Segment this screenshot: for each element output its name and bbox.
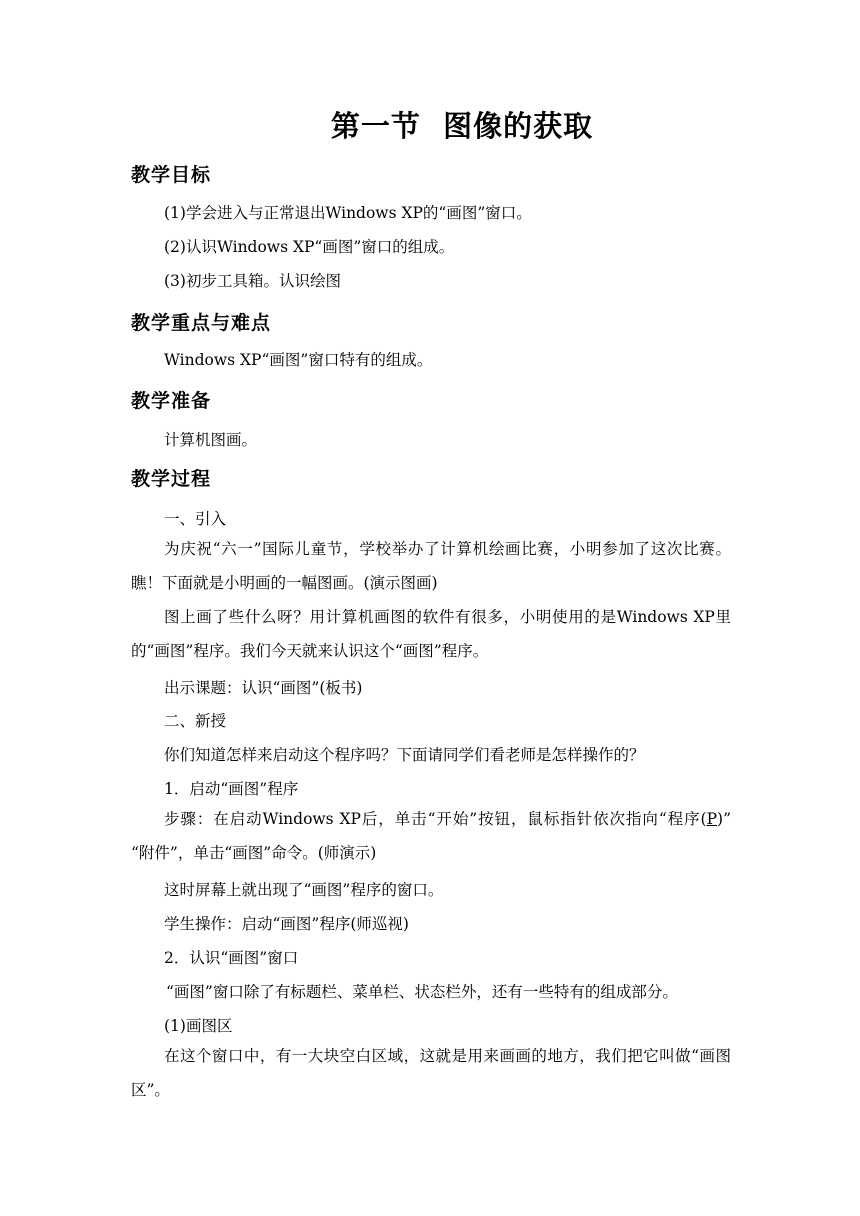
student-operation-text: 学生操作：启动“画图”程序(师巡视)	[164, 915, 409, 933]
steps-paragraph	[131, 802, 731, 870]
sub-heading-drawing-area: (1)画图区	[164, 1017, 233, 1035]
heading-key-points: 教学重点与难点	[131, 312, 272, 334]
heading-teaching-goals: 教学目标	[131, 164, 212, 186]
intro-label: 一、引入	[164, 510, 227, 528]
step-1-heading: 1．启动“画图”程序	[164, 780, 299, 798]
intro-paragraph-2: 图上画了些什么呀？用计算机画图的软件有很多，小明使用的是Windows XP里的“画图”程序。我们今天就来认识这个“画图”程序。	[131, 608, 731, 660]
heading-teaching-process: 教学过程	[131, 468, 212, 490]
goal-item-2: (2)认识Windows XP“画图”窗口的组成。	[164, 238, 455, 256]
topic-line: 出示课题：认识“画图”(板书)	[164, 679, 363, 697]
steps-text-underlined: P	[706, 810, 718, 828]
steps-text-b: )” “附件”，单击“画图”命令。(师演示)	[131, 810, 731, 862]
window-parts-text: “画图”窗口除了有标题栏、菜单栏、状态栏外，还有一些特有的组成部分。	[166, 983, 678, 1001]
intro-paragraph-1: 为庆祝“六一”国际儿童节，学校举办了计算机绘画比赛，小明参加了这次比赛。瞧！下面就是小明画的一幅图画。(演示图画)	[131, 540, 731, 592]
key-points-text: Windows XP“画图”窗口特有的组成。	[164, 351, 433, 369]
new-lesson-label: 二、新授	[164, 712, 227, 730]
page-title: 第一节 图像的获取	[330, 109, 594, 143]
window-appears-text: 这时屏幕上就出现了“画图”程序的窗口。	[164, 881, 444, 899]
preparation-text: 计算机图画。	[164, 431, 258, 449]
drawing-area-paragraph: 在这个窗口中，有一大块空白区域，这就是用来画画的地方，我们把它叫做“画图区”。	[131, 1047, 731, 1099]
goal-item-1: (1)学会进入与正常退出Windows XP的“画图”窗口。	[164, 204, 532, 222]
steps-text-a: 步骤：在启动Windows XP后，单击“开始”按钮，鼠标指针依次指向“程序(	[164, 810, 707, 828]
question-paragraph: 你们知道怎样来启动这个程序吗？下面请同学们看老师是怎样操作的？	[164, 746, 645, 764]
step-2-heading: 2．认识“画图”窗口	[164, 949, 299, 967]
goal-item-3: (3)初步工具箱。认识绘图	[164, 272, 341, 290]
heading-preparation: 教学准备	[131, 390, 212, 412]
